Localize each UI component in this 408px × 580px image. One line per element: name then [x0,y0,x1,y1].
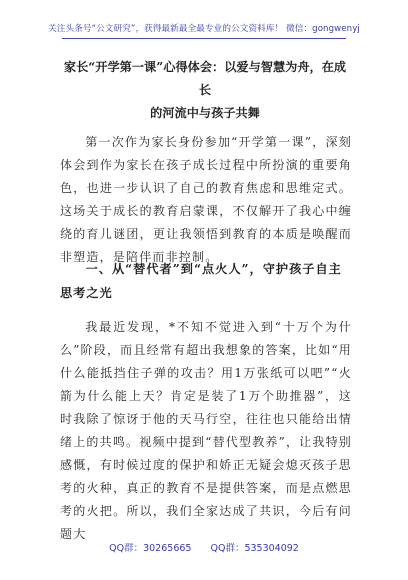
title-line-2: 的河流中与孩子共舞 [150,106,260,120]
section-heading-1: 一、从“替代者”到“点火人”，守护孩子自主思考之光 [60,262,342,300]
footer-qq-group-1: QQ群：30265665 [109,543,192,554]
footer [0,540,408,554]
header-banner: 关注头条号“公文研究”，获得最新最全最专业的公文资料库！ 微信：gongwenyj [48,24,360,34]
footer-qq-group-2: QQ群：535304092 [210,543,299,554]
title-line-1: 家长“开学第一课”心得体会：以爱与智慧为舟，在成长 [63,60,347,97]
paragraph-section-1: 我最近发现，*不知不觉进入到“十万个为什么”阶段，而且经常有超出我想象的答案，比如“用什么能抵挡住子弹的攻击？用1万张纸可以吧”“火箭为什么能上天？肯定是装了1万个助推器”，这时我除了惊讶于他的天马行空，往往也只能给出情绪上的共鸣。视频中提到“替代型教养”，让我特别感慨，有时候过度的保护和娇正无疑会熄灭孩子思考的火种，真正的教育不是提供答案，而是点燃思考的火把。所以，我们全家达成了共识，今后有问题大 [60,320,352,541]
paragraph-intro: 第一次作为家长身份参加“开学第一课”，深刻体会到作为家长在孩子成长过程中所扮演的重要角色，也进一步认识了自己的教育焦虑和思维定式。这场关于成长的教育启蒙课，不仅解开了我心中缠绕的育儿谜团，更让我领悟到教育的本质是唤醒而非塑造，是陪伴而非控制。 [60,135,352,264]
header-divider [62,38,346,39]
document-title [60,56,350,125]
